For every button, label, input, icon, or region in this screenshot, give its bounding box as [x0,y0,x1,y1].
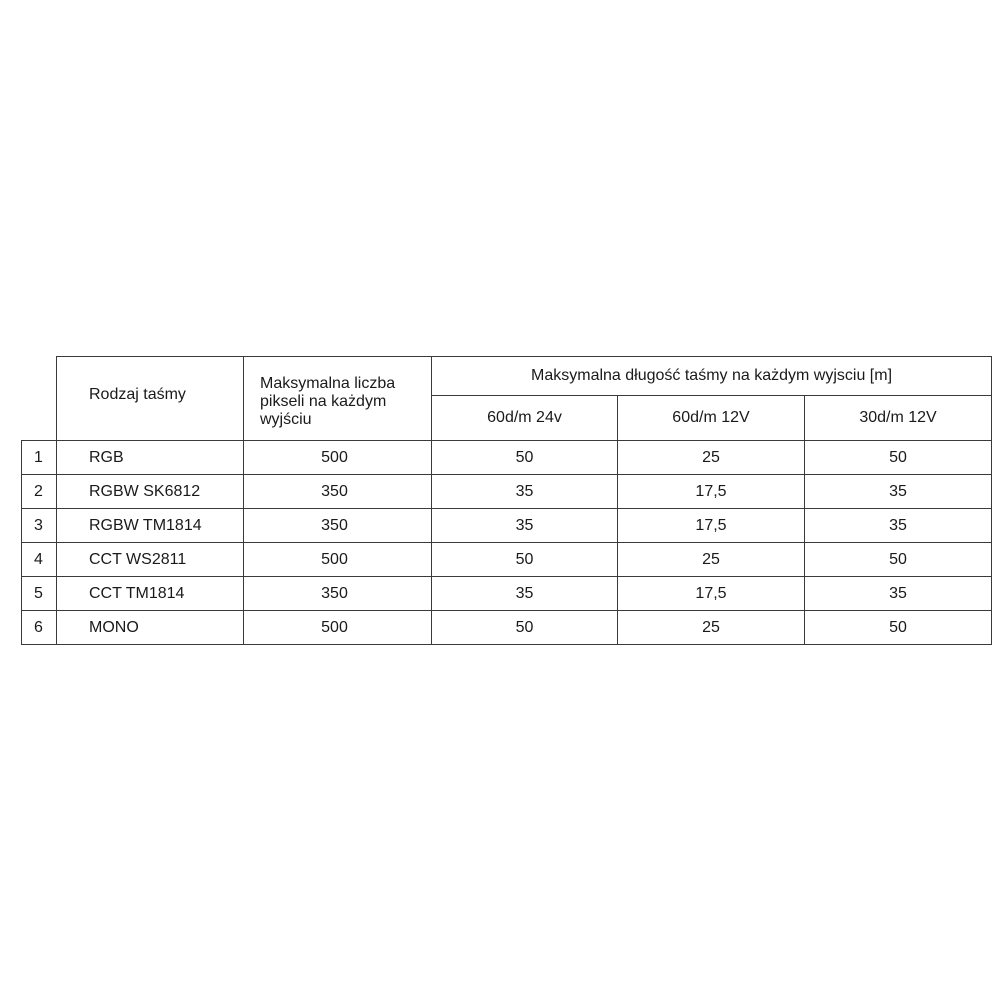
table-row [22,577,992,611]
table-header [22,357,992,441]
length-60dm-12v: 17,5 [618,509,805,543]
length-60dm-12v: 25 [618,543,805,577]
length-60dm-24v: 35 [432,475,618,509]
max-pixels: 350 [244,509,432,543]
row-index: 1 [22,441,57,475]
row-index: 6 [22,611,57,645]
header-30dm-12v: 30d/m 12V [805,396,992,441]
strip-spec-table [21,356,992,645]
header-max-pixels: Maksymalna liczba pikseli na każdym wyjściu [244,357,432,441]
strip-type: CCT WS2811 [57,543,244,577]
row-index: 3 [22,509,57,543]
length-30dm-12v: 35 [805,577,992,611]
length-60dm-24v: 50 [432,611,618,645]
table-row [22,475,992,509]
header-60dm-12v: 60d/m 12V [618,396,805,441]
table-row [22,543,992,577]
max-pixels: 500 [244,543,432,577]
strip-type: RGBW TM1814 [57,509,244,543]
table-row [22,611,992,645]
length-60dm-12v: 25 [618,441,805,475]
strip-type: RGB [57,441,244,475]
length-60dm-24v: 35 [432,509,618,543]
corner-cell [22,357,57,441]
max-pixels: 350 [244,475,432,509]
length-30dm-12v: 50 [805,441,992,475]
max-pixels: 500 [244,611,432,645]
length-30dm-12v: 35 [805,475,992,509]
table-row [22,509,992,543]
length-30dm-12v: 50 [805,543,992,577]
row-index: 4 [22,543,57,577]
header-row-top [22,357,992,396]
length-60dm-24v: 50 [432,441,618,475]
length-60dm-12v: 17,5 [618,475,805,509]
strip-type: MONO [57,611,244,645]
length-60dm-12v: 17,5 [618,577,805,611]
length-60dm-24v: 35 [432,577,618,611]
header-strip-type: Rodzaj taśmy [57,357,244,441]
length-30dm-12v: 50 [805,611,992,645]
length-60dm-24v: 50 [432,543,618,577]
max-pixels: 350 [244,577,432,611]
strip-type: CCT TM1814 [57,577,244,611]
length-30dm-12v: 35 [805,509,992,543]
table-body [22,441,992,645]
strip-type: RGBW SK6812 [57,475,244,509]
row-index: 5 [22,577,57,611]
max-pixels: 500 [244,441,432,475]
header-60dm-24v: 60d/m 24v [432,396,618,441]
length-60dm-12v: 25 [618,611,805,645]
header-max-length: Maksymalna długość taśmy na każdym wyjsciu [m] [432,357,992,396]
row-index: 2 [22,475,57,509]
table-row [22,441,992,475]
